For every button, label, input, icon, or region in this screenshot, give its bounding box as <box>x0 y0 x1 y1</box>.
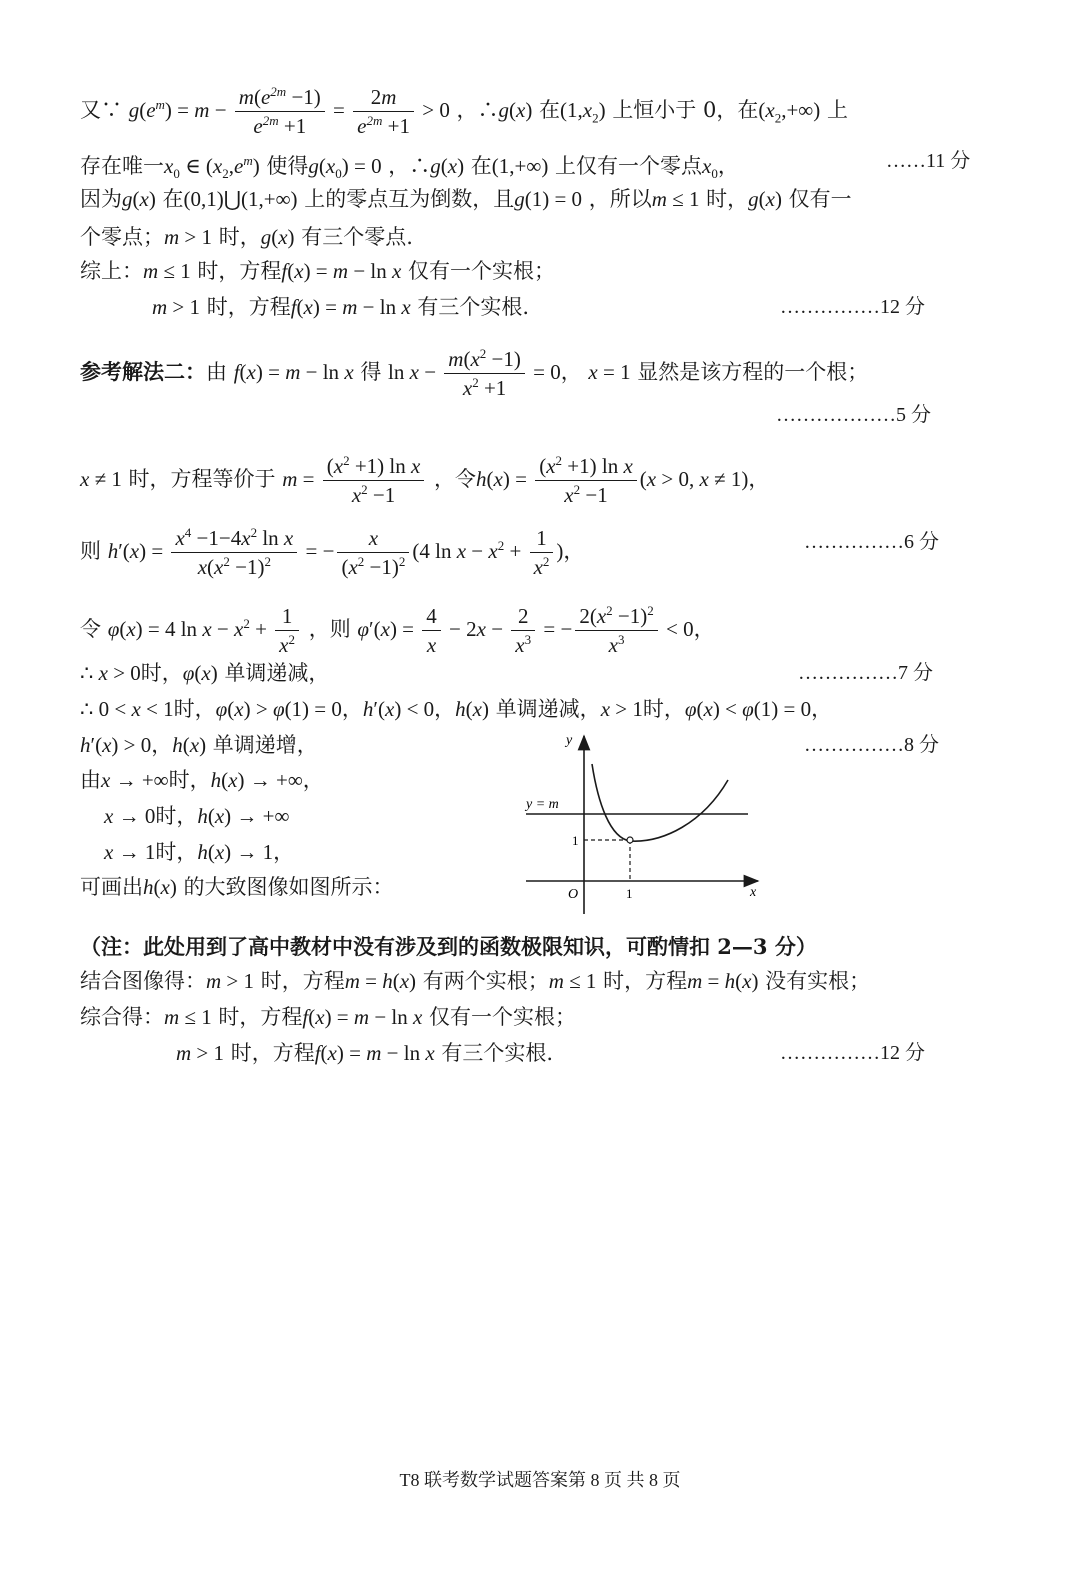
text-line-12: ∴ x > 0时，φ(x) 单调递减， <box>80 661 330 685</box>
fraction: $\frac{1}{x^2}$ <box>275 604 299 657</box>
text-line-17: x → 1时，h(x) → 1， <box>104 840 295 864</box>
text-line-6: m > 1 时，方程f(x) = m − ln x 有三个实根. <box>152 295 530 319</box>
fraction: $\frac{2}{x^3}$ <box>511 604 535 657</box>
text-line-21: m > 1 时，方程f(x) = m − ln x 有三个实根. <box>176 1041 554 1065</box>
origin-label: O <box>568 887 579 902</box>
score-mark: ……11 分 <box>886 150 971 172</box>
score-mark: ……………12 分 <box>780 1042 925 1064</box>
open-point <box>627 837 633 843</box>
score-mark: ………………5 分 <box>776 404 931 426</box>
score-mark: ……………7 分 <box>798 662 933 684</box>
fraction: $\frac{2(x^2 -1)^2}{x^3}$ <box>575 604 657 657</box>
text-line-3: 因为g(x) 在(0,1)⋃(1,+∞) 上的零点互为倒数，且g(1) = 0 ，所以m ≤ 1 时，g(x) 仅有一 <box>80 187 852 211</box>
text-line-13: ∴ 0 < x < 1时，φ(x) > φ(1) = 0，h′(x) < 0，h(x) 单调递减，x > 1时，φ(x) < φ(1) = 0， <box>80 697 833 721</box>
text-line-5: 综上：m ≤ 1 时，方程f(x) = m − ln x 仅有一个实根； <box>80 259 556 283</box>
fraction: $\frac{(x^2 +1) \ln x}{x^2 -1}$ <box>535 454 637 507</box>
text-line-1: 又∵ $g(e^m) = m$ − $\frac{m(e^{2m} -1)}{e^{2m} +1}$ = $\frac{2m}{e^{2m} +1}$ > 0 ，∴g(x) 在$(1,x_2)$ 上恒小于 0，在$(x_2,+\infty)$ 上 <box>80 84 848 139</box>
text-line-19: 结合图像得：m > 1 时，方程m = h(x) 有两个实根；m ≤ 1 时，方程m = h(x) 没有实根； <box>80 969 871 993</box>
formula: g <box>128 98 140 123</box>
text-line-16: x → 0时，h(x) → +∞ <box>104 804 290 828</box>
text-line-4: 个零点；m > 1 时，g(x) 有三个零点. <box>80 225 413 249</box>
text-line-20: 综合得：m ≤ 1 时，方程f(x) = m − ln x 仅有一个实根； <box>80 1005 577 1029</box>
text-line-10: 则 h′(x) = $\frac{x^4 -1-4x^2 \ln x}{x(x^2 -1)^2}$ = − $\frac{x}{(x^2 -1)^2}$ (4 $\ln x - x^2$ + $\frac{1}{x^2}$ )， <box>80 525 585 580</box>
score-mark: ……………6 分 <box>804 531 939 553</box>
text-line-9: x ≠ 1 时，方程等价于 m = $\frac{(x^2 +1) \ln x}{x^2 -1}$ ，令h(x) = $\frac{(x^2 +1) \ln x}{x^2 -1}$ (x > 0, x ≠ 1)， <box>80 453 770 508</box>
text-line-15: 由x → +∞时，h(x) → +∞， <box>80 768 324 792</box>
fraction: $\frac{2m}{e^{2m} +1}$ <box>353 85 414 138</box>
fraction: $\frac{m(x^2 -1)}{x^2 +1}$ <box>444 347 525 400</box>
text-line-18: 可画出h(x) 的大致图像如图所示： <box>80 875 394 899</box>
tick-label-y: 1 <box>572 833 579 848</box>
score-mark: ……………8 分 <box>804 734 939 756</box>
line-label: y = m <box>526 797 559 812</box>
page-footer: T8 联考数学试题答案第 8 页 共 8 页 <box>399 1470 681 1490</box>
tick-label-x: 1 <box>626 886 633 901</box>
fraction: $\frac{x^4 -1-4x^2 \ln x}{x(x^2 -1)^2}$ <box>171 526 297 579</box>
y-axis-label: y <box>566 733 573 748</box>
text-line-14: h′(x) > 0，h(x) 单调递增， <box>80 733 318 757</box>
x-axis-label: x <box>750 885 757 900</box>
fraction: $\frac{1}{x^2}$ <box>530 526 554 579</box>
fraction: $\frac{(x^2 +1) \ln x}{x^2 -1}$ <box>323 454 425 507</box>
note: （注：此处用到了高中教材中没有涉及到的函数极限知识，可酌情扣 2—3 分） <box>80 934 817 959</box>
curve-h <box>592 764 728 841</box>
fraction: $\frac{x}{(x^2 -1)^2}$ <box>337 526 409 579</box>
fraction: $\frac{4}{x}$ <box>422 604 441 657</box>
text-line-11: 令 φ(x) = 4 $\ln x - x^2$ + $\frac{1}{x^2}$ ，则 φ′(x) = $\frac{4}{x}$ − 2x − $\frac{2}{x^3}$ = − $\frac{2(x^2 -1)^2}{x^3}$ < 0， <box>80 603 715 658</box>
text-line-7: 参考解法二：由 f(x) = m − ln x 得 ln x − $\frac{m(x^2 -1)}{x^2 +1}$ = 0， x = 1 显然是该方程的一个根； <box>80 346 869 401</box>
fraction: $\frac{m(e^{2m} -1)}{e^{2m} +1}$ <box>235 85 325 138</box>
function-graph <box>518 728 768 920</box>
text-line-2: 存在唯一$x_0$ ∈ $(x_2,e^m)$ 使得$g(x_0) = 0$ ，∴g(x) 在(1,+∞) 上仅有一个零点$x_0$， <box>80 153 739 182</box>
method-heading: 参考解法二： <box>80 359 206 385</box>
score-mark: ……………12 分 <box>780 296 925 318</box>
